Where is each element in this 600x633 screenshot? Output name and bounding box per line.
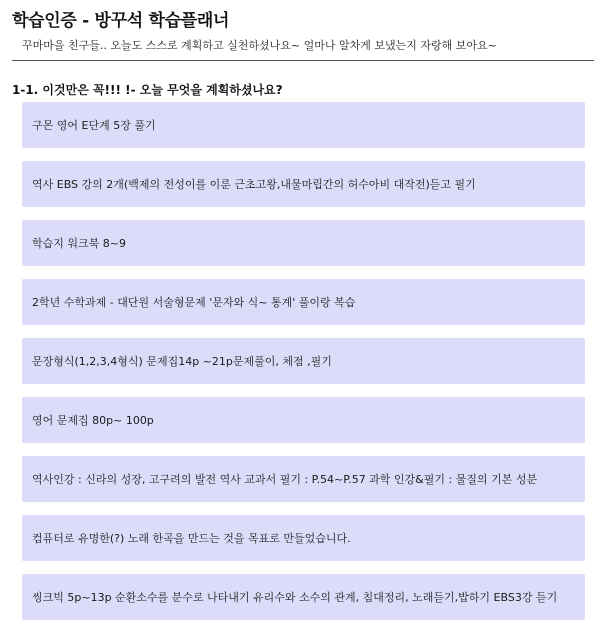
section-heading: 1-1. 이것만은 꼭!!! !- 오늘 무엇을 계획하셨나요? [12, 83, 283, 97]
plan-item: 학습지 워크북 8~9 [22, 220, 585, 266]
page-subtitle: 꾸마마을 친구들.. 오늘도 스스로 계획하고 실천하셨나요~ 얼마나 알차게 보냈는지 자랑해 보아요~ [22, 39, 497, 52]
plan-item: 씽크빅 5p~13p 순환소수를 분수로 나타내기 유리수와 소수의 관계, 침대정리, 노래듣기,밥하기 EBS3강 듣기 [22, 574, 585, 620]
plan-item: 문장형식(1,2,3,4형식) 문제집14p ~21p문제풀이, 체점 ,필기 [22, 338, 585, 384]
plan-item: 영어 문제집 80p~ 100p [22, 397, 585, 443]
divider [12, 60, 594, 61]
plan-item: 구몬 영어 E단계 5장 풀기 [22, 102, 585, 148]
plan-item: 2학년 수학과제 - 대단원 서술형문제 '문자와 식~ 통계' 풀이랑 복습 [22, 279, 585, 325]
plan-item: 역사인강 : 신라의 성장, 고구려의 발전 역사 교과서 필기 : P.54~P.57 과학 인강&필기 : 물질의 기본 성분 [22, 456, 585, 502]
plan-item-list [22, 102, 585, 633]
plan-item: 역사 EBS 강의 2개(백제의 전성이를 이룬 근초고왕,내물마립간의 허수아비 대작전)듣고 필기 [22, 161, 585, 207]
page-title: 학습인증 - 방꾸석 학습플래너 [12, 11, 230, 31]
plan-item: 컴퓨터로 유명한(?) 노래 한곡을 만드는 것을 목표로 만들었습니다. [22, 515, 585, 561]
